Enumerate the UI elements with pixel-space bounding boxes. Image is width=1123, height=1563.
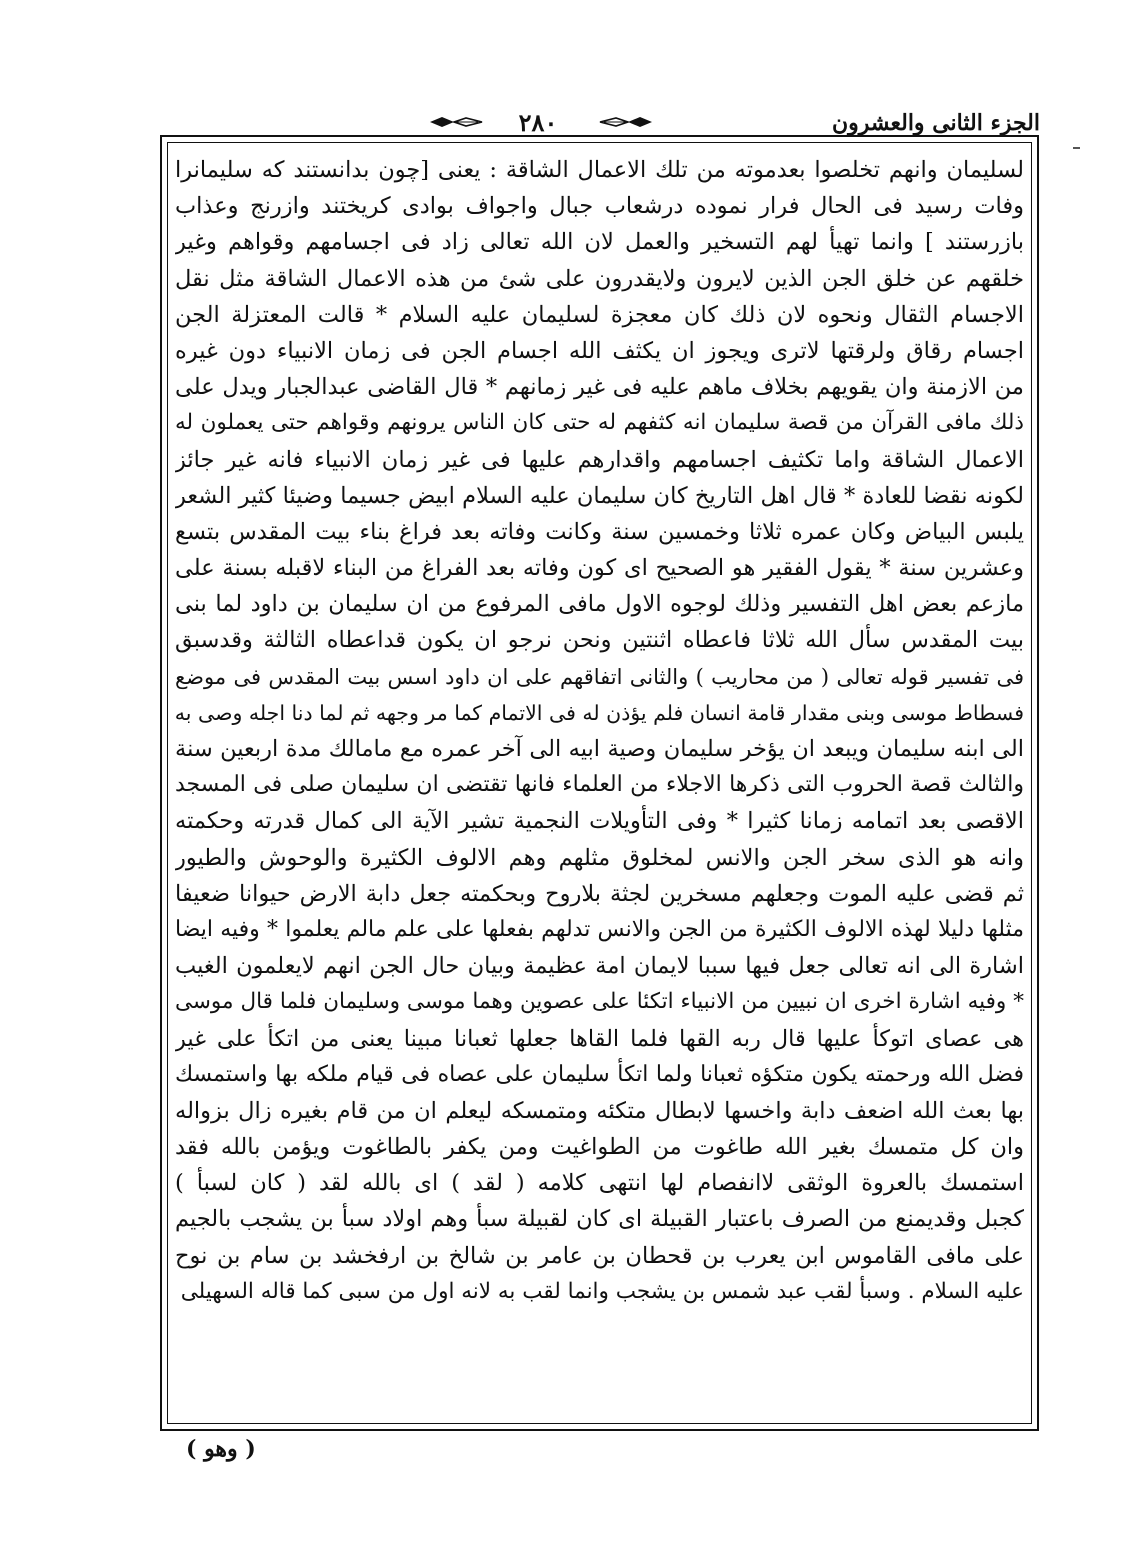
- page-number: ٢٨٠: [518, 108, 558, 137]
- running-title: الجزء الثانى والعشرون: [831, 110, 1040, 136]
- text-line: استمسك بالعروة الوثقى لاانفصام لها انتهى كلامه ( لقد ) اى بالله لقد ( كان لسبأ ): [175, 1170, 1024, 1197]
- catchword: ( وهو ): [186, 1436, 256, 1462]
- text-line: فسطاط موسى وبنى مقدار قامة انسان فلم يؤذن له فى الاتمام كما مر وجهه ثم لما دنا اجله وصى به: [175, 700, 1024, 725]
- text-line: من الازمنة وان يقويهم بخلاف ماهم عليه فى غير زمانهم * قال القاضى عبدالجبار ويدل على: [175, 374, 1024, 401]
- text-line: لكونه نقضا للعادة * قال اهل التاريخ كان سليمان عليه السلام ابيض جسيما وضيئا كثير الشعر: [175, 482, 1024, 509]
- page-number-ornament-right: [598, 115, 654, 129]
- text-line: وان كل متمسك بغير الله طاغوت من الطواغيت ومن يكفر بالطاغوت ويؤمن بالله فقد: [175, 1134, 1024, 1161]
- text-line: هى عصاى اتوكأ عليها قال ربه القها فلما القاها جعلها ثعبانا مبينا يعنى من اتكأ على غير: [175, 1025, 1024, 1052]
- text-line: والثالث قصة الحروب التى ذكرها الاجلاء من العلماء فانها تقتضى ان سليمان صلى فى المسجد: [175, 772, 1024, 798]
- text-line: بها بعث الله اضعف دابة واخسها لابطال متكئه ومتمسكه ليعلم ان من قام بغيره زال بزواله: [175, 1097, 1024, 1124]
- text-line: بيت المقدس سأل الله ثلاثا فاعطاه اثنتين ونحن نرجو ان يكون قداعطاه الثالثة وقدسبق: [175, 627, 1024, 654]
- text-line: خلقهم عن خلق الجن الذين لايرون ولايقدرون على شئ من هذه الاعمال الشاقة مثل نقل: [175, 265, 1024, 292]
- text-line: فى تفسير قوله تعالى ( من محاريب ) والثانى اتفاقهم على ان داود اسس بيت المقدس فى موضع: [175, 664, 1024, 689]
- text-line: فضل الله ورحمته يكون متكؤه ثعبانا ولما اتكأ سليمان على عصاه فى قيام ملكه بها واستمسك: [175, 1061, 1024, 1087]
- text-line: الاجسام الثقال ونحوه لان ذلك كان معجزة لسليمان عليه السلام * قالت المعتزلة الجن: [175, 301, 1024, 328]
- page-number-ornament-left: [428, 115, 484, 129]
- text-line: عليه السلام . وسبأ لقب عبد شمس بن يشجب وانما لقب به لانه اول من سبى كما قاله السهيلى: [180, 1278, 1024, 1304]
- text-line: الى ابنه سليمان ويبعد ان يؤخر سليمان وصية ابيه الى آخر عمره مع مامالك مدة اربعين سنة: [175, 736, 1024, 762]
- text-line: وفات رسيد فى الحال فرار نموده درشعاب جبال واجواف بوادى كريختند وازرنج وعذاب: [175, 193, 1024, 220]
- text-line: وعشرين سنة * يقول الفقير هو الصحيح اى كون وفاته بعد الفراغ من البناء لاقبله بسنة على: [175, 555, 1024, 582]
- text-line: * وفيه اشارة اخرى ان نبيين من الانبياء اتكئا على عصوين وهما موسى وسليمان فلما قال موسى: [175, 989, 1024, 1015]
- text-line: مازعم بعض اهل التفسير وذلك لوجوه الاول مافى المرفوع من ان سليمان بن داود لما بنى: [175, 591, 1024, 618]
- text-line: وانه هو الذى سخر الجن والانس لمخلوق مثلهم وهم الالوف الكثيرة والوحوش والطيور: [175, 844, 1024, 871]
- text-line: ثم قضى عليه الموت وجعلهم مسخرين لجثة بلاروح وبحكمته جعل دابة الارض حيوانا ضعيفا: [175, 880, 1024, 907]
- text-line: يلبس البياض وكان عمره ثلاثا وخمسين سنة وكانت وفاته بعد فراغ بناء بيت المقدس بتسع: [175, 518, 1024, 545]
- text-line: اشارة الى انه تعالى جعل فيها سببا لايمان امة عظيمة وبيان حال الجن انهم لايعلمون الغيب: [175, 953, 1024, 980]
- text-line: على مافى القاموس ابن يعرب بن قحطان بن عامر بن شالخ بن ارفخشد بن سام بن نوح: [175, 1242, 1024, 1269]
- text-line: بازرستند ] وانما تهيأ لهم التسخير والعمل لان الله تعالى زاد فى اجسامهم وقواهم وغير: [175, 229, 1024, 256]
- text-line: مثلها دليلا لهذه الالوف الكثيرة من الجن والانس تدلهم بفعلها على علم مالم يعلموا * وفيه ايضا: [175, 916, 1024, 942]
- main-text-block: [175, 152, 1024, 1422]
- margin-mark: [1073, 147, 1080, 149]
- text-line: كجبل وقديمنع من الصرف باعتبار القبيلة اى كان لقبيلة سبأ وهم اولاد سبأ بن يشجب بالجيم: [175, 1206, 1024, 1233]
- text-line: الاعمال الشاقة واما تكثيف اجسامهم واقدارهم عليها فى غير زمان الانبياء فانه غير جائز: [175, 446, 1024, 473]
- text-line: الاقصى بعد اتمامه زمانا كثيرا * وفى التأويلات النجمية تشير الآية الى كمال قدرته وحكمته: [175, 808, 1024, 835]
- text-line: لسليمان وانهم تخلصوا بعدموته من تلك الاعمال الشاقة : يعنى [چون بدانستند كه سليمانرا: [175, 157, 1024, 183]
- text-line: ذلك مافى القرآن من قصة سليمان انه كثفهم له حتى كان الناس يرونهم وقواهم حتى يعملون له: [175, 410, 1024, 436]
- text-line: اجسام رقاق ولرقتها لاترى ويجوز ان يكثف الله اجسام الجن فى زمان الانبياء دون غيره: [175, 337, 1024, 364]
